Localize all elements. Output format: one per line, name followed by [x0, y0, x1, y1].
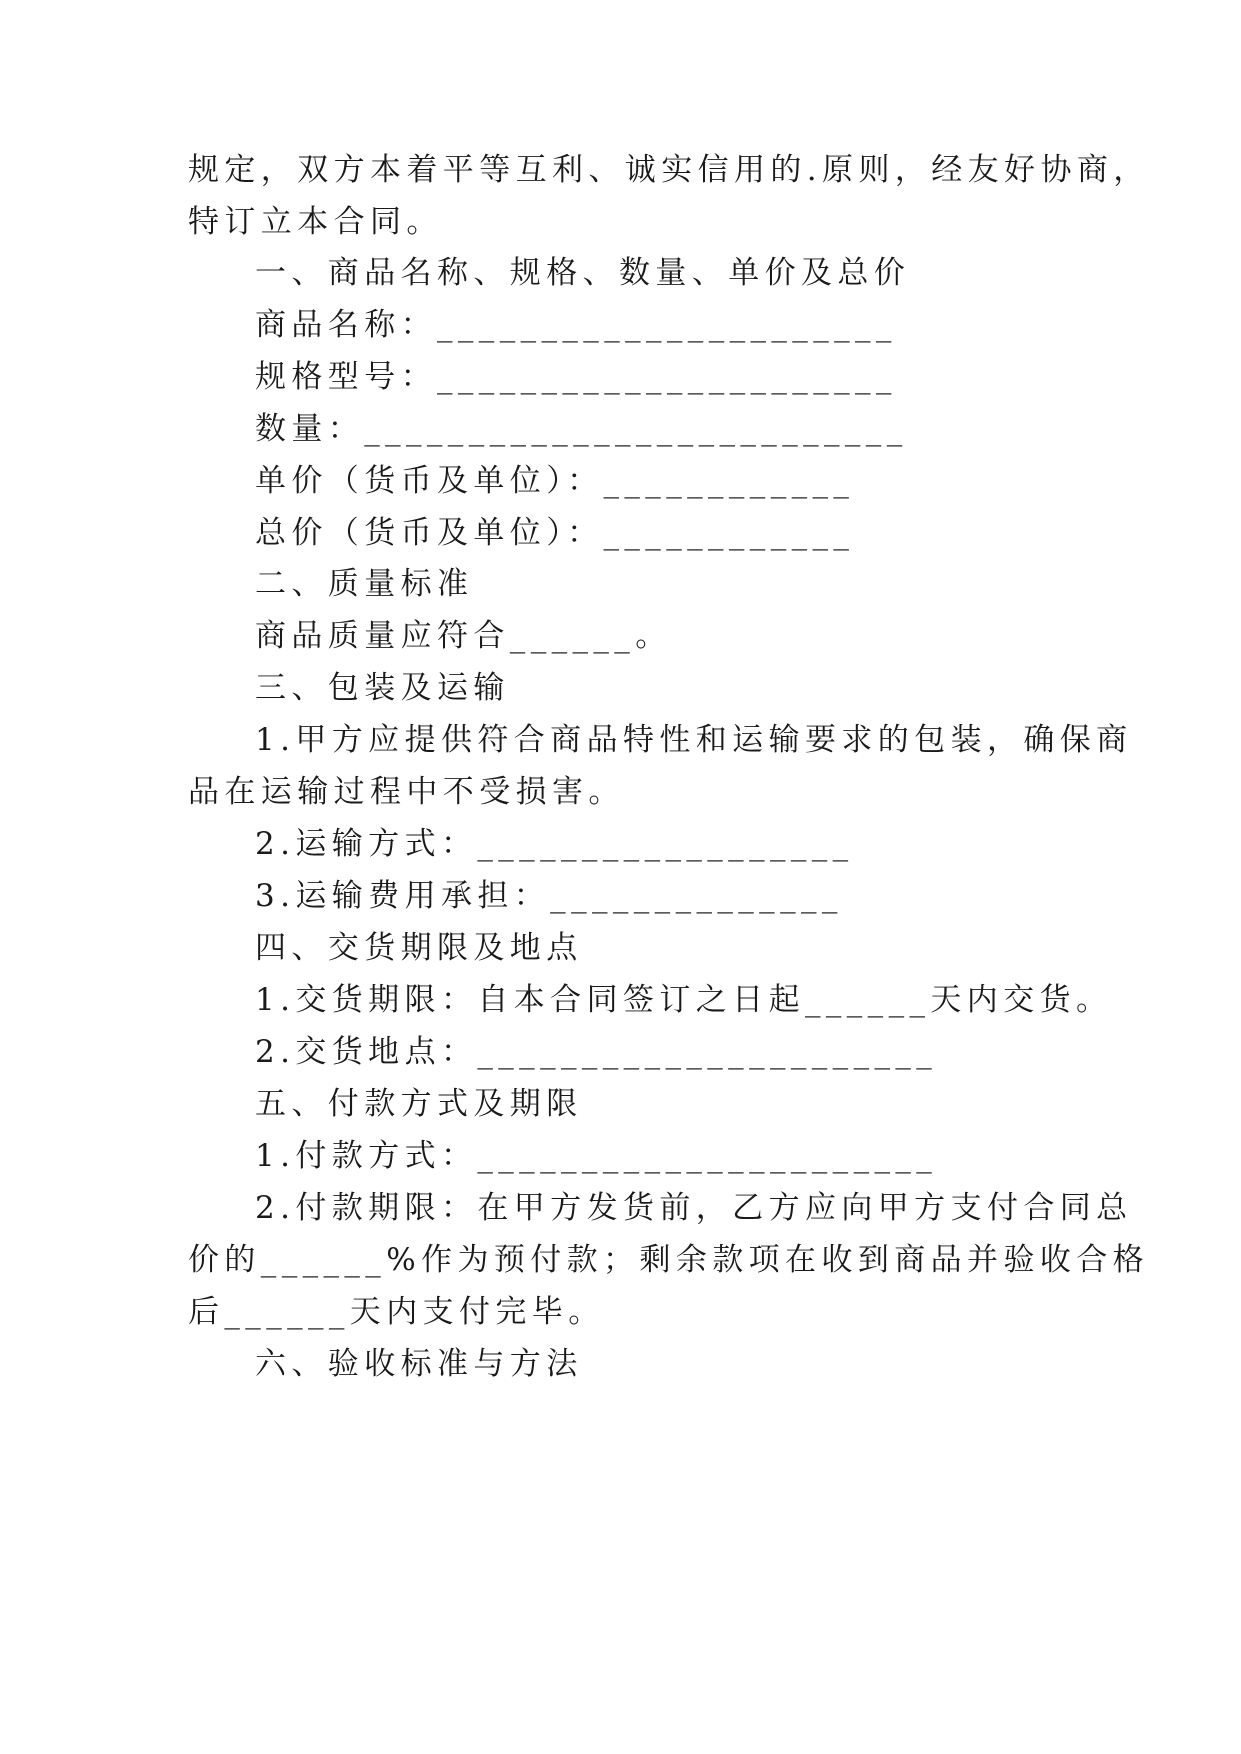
paragraph-line: 1.交货期限：自本合同签订之日起______天内交货。 — [255, 982, 1113, 1018]
paragraph-line: 品在运输过程中不受损害。 — [188, 774, 625, 810]
section-heading: 一、商品名称、规格、数量、单价及总价 — [255, 255, 911, 291]
form-field-line: 2.交货地点：______________________ — [255, 1034, 938, 1070]
form-field-line: 总价（货币及单位）：____________ — [255, 515, 855, 551]
paragraph-line: 价的______%作为预付款；剩余款项在收到商品并验收合格 — [188, 1242, 1150, 1278]
paragraph-line: 特订立本合同。 — [188, 204, 443, 240]
form-field-line: 商品名称：______________________ — [255, 307, 897, 343]
section-heading: 四、交货期限及地点 — [255, 930, 583, 966]
paragraph-line: 2.付款期限：在甲方发货前，乙方应向甲方支付合同总 — [255, 1190, 1133, 1226]
section-heading: 六、验收标准与方法 — [255, 1346, 583, 1382]
form-field-line: 规格型号：______________________ — [255, 359, 897, 395]
section-heading: 五、付款方式及期限 — [255, 1086, 583, 1122]
form-field-line: 数量：__________________________ — [255, 411, 908, 447]
form-field-line: 1.付款方式：______________________ — [255, 1138, 938, 1174]
section-heading: 二、质量标准 — [255, 566, 474, 602]
paragraph-line: 规定，双方本着平等互利、诚实信用的.原则，经友好协商， — [188, 152, 1150, 188]
form-field-line: 单价（货币及单位）：____________ — [255, 463, 855, 499]
section-heading: 三、包装及运输 — [255, 670, 510, 706]
paragraph-line: 后______天内支付完毕。 — [188, 1294, 605, 1330]
paragraph-line: 1.甲方应提供符合商品特性和运输要求的包装，确保商 — [255, 722, 1133, 758]
paragraph-line: 商品质量应符合______。 — [255, 618, 672, 654]
form-field-line: 2.运输方式：__________________ — [255, 826, 854, 862]
form-field-line: 3.运输费用承担：______________ — [255, 878, 843, 914]
